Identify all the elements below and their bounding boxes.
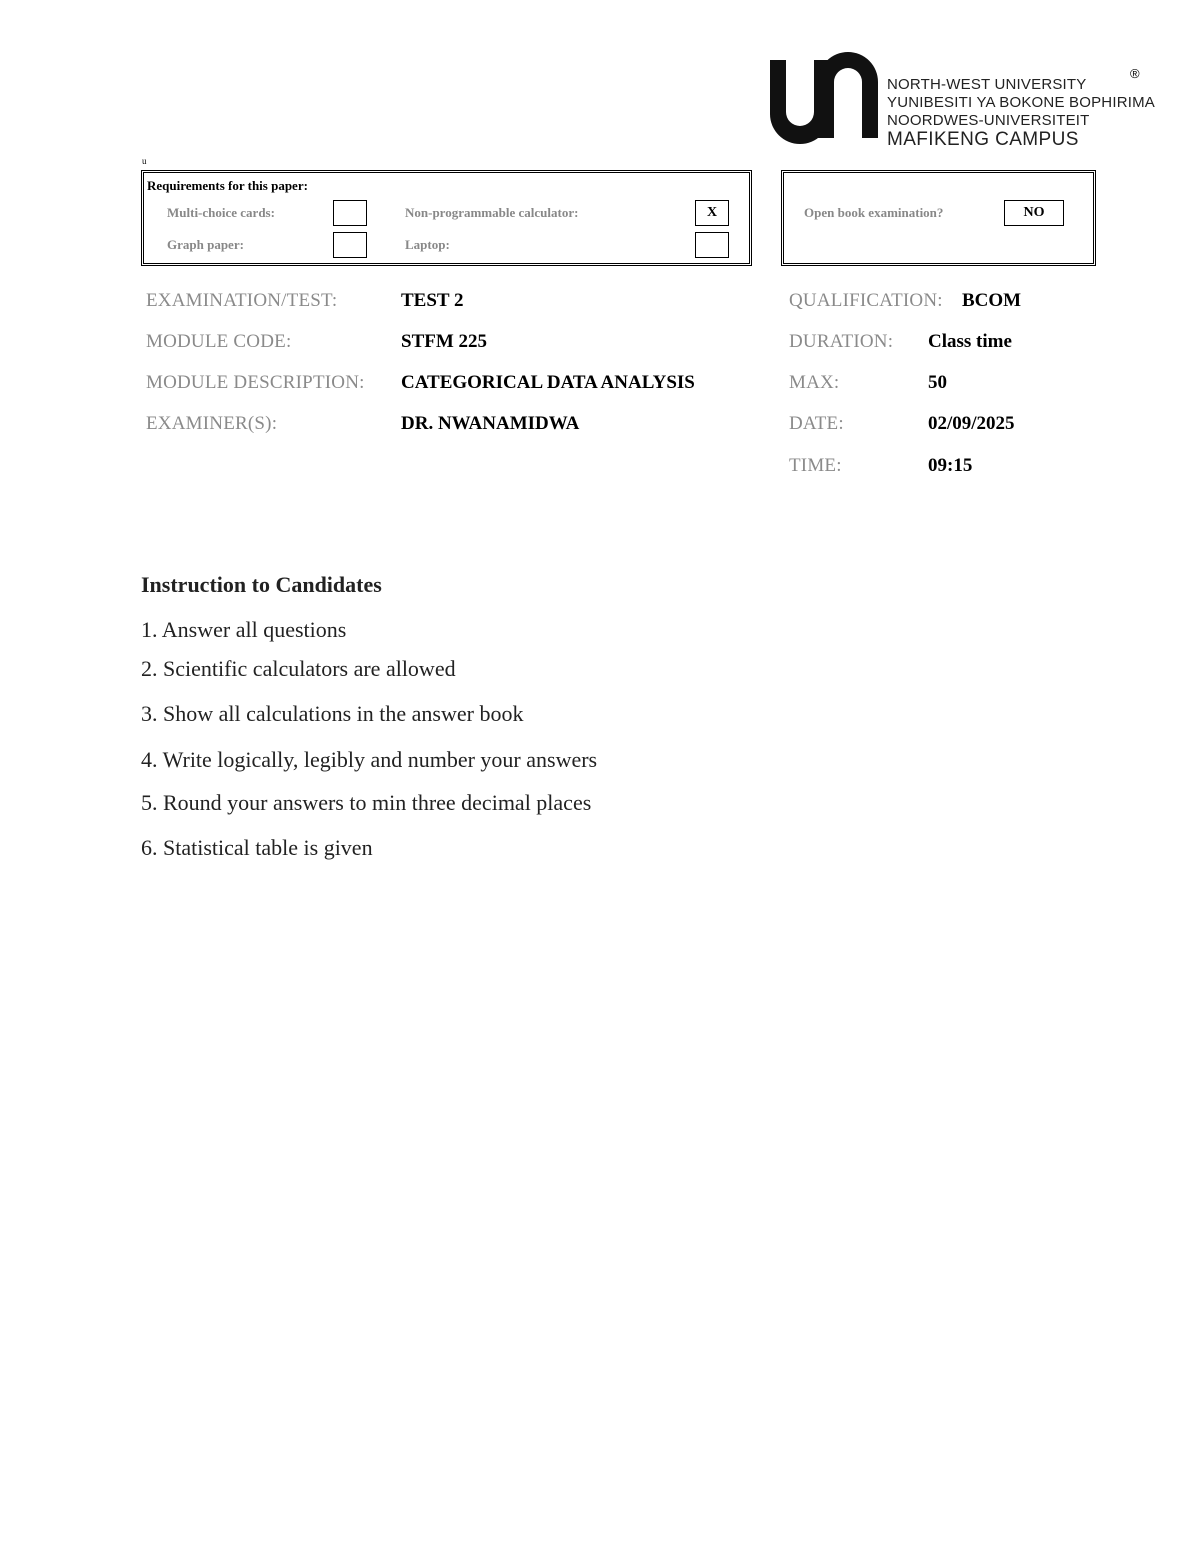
instruction-item: 1. Answer all questions <box>141 617 347 642</box>
date-label: DATE: <box>789 413 844 434</box>
open-book-label: Open book examination? <box>804 205 944 220</box>
date-value: 02/09/2025 <box>928 413 1015 434</box>
university-name-english: NORTH-WEST UNIVERSITY <box>887 76 1087 93</box>
duration-value: Class time <box>928 331 1012 352</box>
qualification-label: QUALIFICATION: <box>789 290 943 311</box>
open-book-value[interactable]: NO <box>1004 200 1064 226</box>
module-description-label: MODULE DESCRIPTION: <box>146 372 365 393</box>
laptop-checkbox[interactable] <box>695 232 729 258</box>
calculator-checkbox[interactable]: X <box>695 200 729 226</box>
university-name-afrikaans: NOORDWES-UNIVERSITEIT <box>887 112 1090 129</box>
graph-paper-checkbox[interactable] <box>333 232 367 258</box>
time-label: TIME: <box>789 455 842 476</box>
campus-name: MAFIKENG CAMPUS <box>887 129 1079 150</box>
requirements-box <box>141 170 752 266</box>
instruction-item: 2. Scientific calculators are allowed <box>141 656 456 681</box>
module-code-value: STFM 225 <box>401 331 488 352</box>
instruction-item: 6. Statistical table is given <box>141 835 373 860</box>
examiner-label: EXAMINER(S): <box>146 413 278 434</box>
university-logo-icon <box>770 46 878 152</box>
max-label: MAX: <box>789 372 840 393</box>
examiner-value: DR. NWANAMIDWA <box>401 413 580 434</box>
graph-paper-label: Graph paper: <box>167 237 244 252</box>
open-book-box <box>781 170 1096 266</box>
university-name-setswana: YUNIBESITI YA BOKONE BOPHIRIMA <box>887 94 1156 111</box>
instruction-item: 3. Show all calculations in the answer book <box>141 701 524 726</box>
registered-mark: ® <box>1130 66 1140 81</box>
instruction-item: 5. Round your answers to min three decimal places <box>141 790 592 815</box>
max-value: 50 <box>928 372 947 393</box>
exam-test-label: EXAMINATION/TEST: <box>146 290 338 311</box>
calculator-label: Non-programmable calculator: <box>405 205 579 220</box>
multi-choice-label: Multi-choice cards: <box>167 205 275 220</box>
duration-label: DURATION: <box>789 331 894 352</box>
module-code-label: MODULE CODE: <box>146 331 292 352</box>
exam-test-value: TEST 2 <box>401 290 464 311</box>
qualification-value: BCOM <box>962 290 1022 311</box>
instruction-item: 4. Write logically, legibly and number your answers <box>141 747 598 772</box>
time-value: 09:15 <box>928 455 973 476</box>
multi-choice-checkbox[interactable] <box>333 200 367 226</box>
module-description-value: CATEGORICAL DATA ANALYSIS <box>401 372 695 393</box>
laptop-label: Laptop: <box>405 237 450 252</box>
instructions-title: Instruction to Candidates <box>141 572 382 597</box>
tiny-mark: u <box>142 156 147 166</box>
requirements-title: Requirements for this paper: <box>147 178 308 193</box>
